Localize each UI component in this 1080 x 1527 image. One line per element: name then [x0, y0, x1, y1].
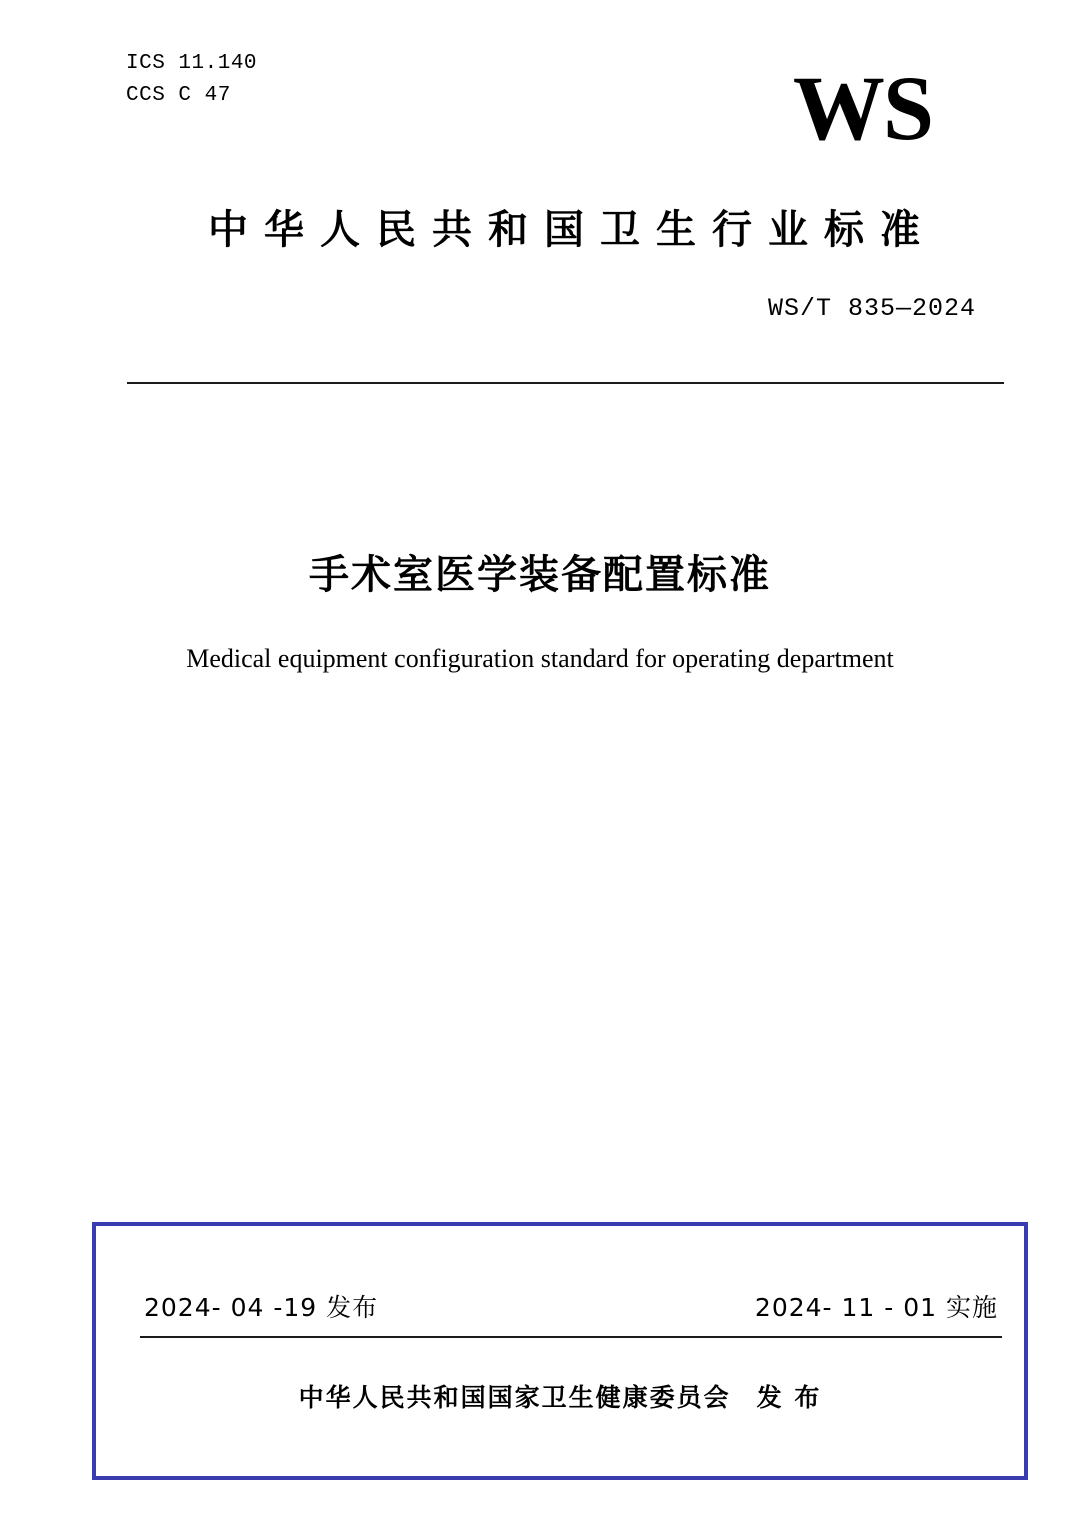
page-title-chinese-header: 中华人民共和国卫生行业标准	[208, 207, 936, 253]
issuer-line	[96, 1378, 1024, 1414]
issuer-name: 中华人民共和国国家卫生健康委员会	[298, 1383, 731, 1412]
standard-number: WS/T 835—2024	[767, 294, 976, 323]
classification-codes	[126, 48, 257, 112]
publication-frame	[92, 1222, 1028, 1480]
dates-row	[144, 1288, 998, 1330]
dates-underline	[140, 1336, 1002, 1338]
document-title-en: Medical equipment configuration standard for operating department	[186, 644, 894, 673]
ccs-code: CCS C 47	[126, 84, 231, 107]
ws-logo: WS	[792, 57, 932, 159]
ics-code: ICS 11.140	[126, 52, 258, 75]
issuer-action: 发 布	[756, 1383, 822, 1412]
issue-date: 2024- 04 -19 发布	[144, 1293, 379, 1322]
effective-date: 2024- 11 - 01 实施	[754, 1293, 998, 1322]
document-title-cn: 手术室医学装备配置标准	[309, 552, 771, 598]
header-divider	[127, 382, 1004, 384]
